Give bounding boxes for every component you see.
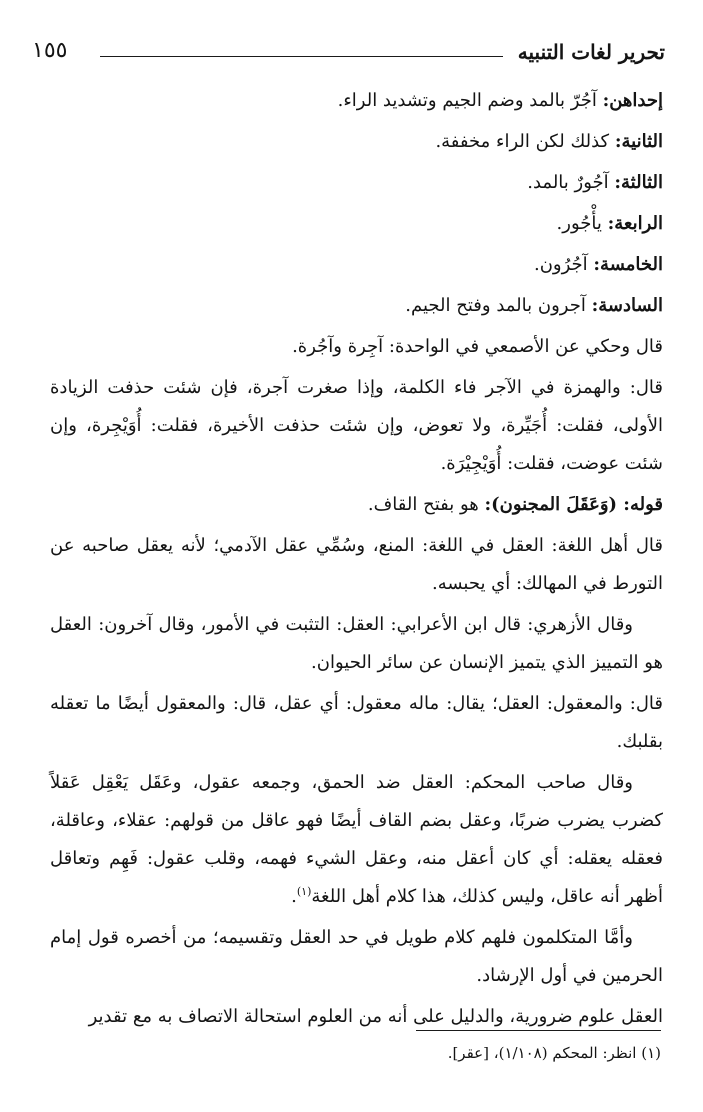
paragraph-azhari: وقال الأزهري: قال ابن الأعرابي: العقل: التثبت في الأمور، وقال آخرون: العقل هو التمييز الذي يتميز الإنسان عن سائر الحيوان. [50, 614, 663, 673]
page-number: ١٥٥ [32, 38, 68, 63]
main-text [50, 82, 663, 1039]
paragraph-mutakallimun: وأمَّا المتكلمون فلهم كلام طويل في حد العقل وتقسيمه؛ من أخصره قول إمام الحرمين في أول الإرشاد. [50, 927, 663, 986]
footnote-marker[interactable]: (١) [296, 885, 312, 898]
footnote-rule [416, 1030, 661, 1031]
line-third [50, 164, 663, 202]
line-fourth [50, 205, 663, 243]
line-sixth [50, 287, 663, 325]
line-label: الثانية: [614, 131, 663, 152]
line-fifth [50, 246, 663, 284]
line-second [50, 123, 663, 161]
line-label: الخامسة: [593, 254, 663, 275]
line-label: الثالثة: [614, 172, 663, 193]
line-first [50, 82, 663, 120]
quote-text: هو بفتح القاف. [367, 494, 485, 515]
paragraph-asmai: قال وحكي عن الأصمعي في الواحدة: آجِرة وآجُرة. [292, 336, 663, 357]
page-header [32, 36, 665, 76]
line-text: آجُرّ بالمد وضم الجيم وتشديد الراء. [337, 90, 603, 111]
line-text: كذلك لكن الراء مخففة. [435, 131, 615, 152]
line-text: آجُورٌ بالمد. [527, 172, 615, 193]
line-text: يأْجُور. [556, 213, 608, 234]
line-label: السادسة: [591, 295, 663, 316]
paragraph-qawluh [50, 486, 663, 524]
line-text: آجُرُون. [533, 254, 594, 275]
paragraph-ahl-lugha: قال أهل اللغة: العقل في اللغة: المنع، وسُمِّي عقل الآدمي؛ لأنه يعقل صاحبه عن التورط في المهالك: أي يحبسه. [50, 535, 663, 594]
footnote: (١) انظر: المحكم (١/١٠٨)، [عقر]. [447, 1044, 661, 1062]
header-rule [100, 56, 503, 57]
quote-label: قوله: (وَعَقَلَ المجنون): [484, 494, 663, 515]
paragraph-muhkam [50, 764, 663, 916]
line-label: الرابعة: [607, 213, 663, 234]
line-text: آجرون بالمد وفتح الجيم. [405, 295, 592, 316]
muhkam-end: . [291, 886, 297, 907]
running-title: تحرير لغات التنبيه [517, 40, 665, 64]
paragraph-aql-ulum: العقل علوم ضرورية، والدليل على أنه من العلوم استحالة الاتصاف به مع تقدير [88, 1006, 663, 1027]
muhkam-text: وقال صاحب المحكم: العقل ضد الحمق، وجمعه عقول، وعَقَل يَعْقِل عَقلاً كضرب يضرب ضربًا، وعقل بضم القاف أيضًا فهو عاقل من قولهم: عقلاء، وعاقلة، فعقله يعقله: أي كان أعقل منه، وعقل الشيء فهمه، وقلب عقول: فَهِم وتعاقل أظهر أنه عاقل، وليس كذلك، هذا كلام أهل اللغة [50, 772, 663, 907]
paragraph-hamza: قال: والهمزة في الآجر فاء الكلمة، وإذا صغرت آجرة، فإن شئت حذفت الزيادة الأولى، فقلت: أُجَيِّرة، ولا تعوض، وإن شئت حذفت الأخيرة، فقلت: أُوَيْجِرة، وإن شئت عوضت، فقلت: أُوَيْجِيْرَة. [50, 377, 663, 474]
line-label: إحداهن: [602, 90, 663, 111]
paragraph-maqul: قال: والمعقول: العقل؛ يقال: ماله معقول: أي عقل، قال: والمعقول أيضًا ما تعقله بقلبك. [50, 693, 663, 752]
